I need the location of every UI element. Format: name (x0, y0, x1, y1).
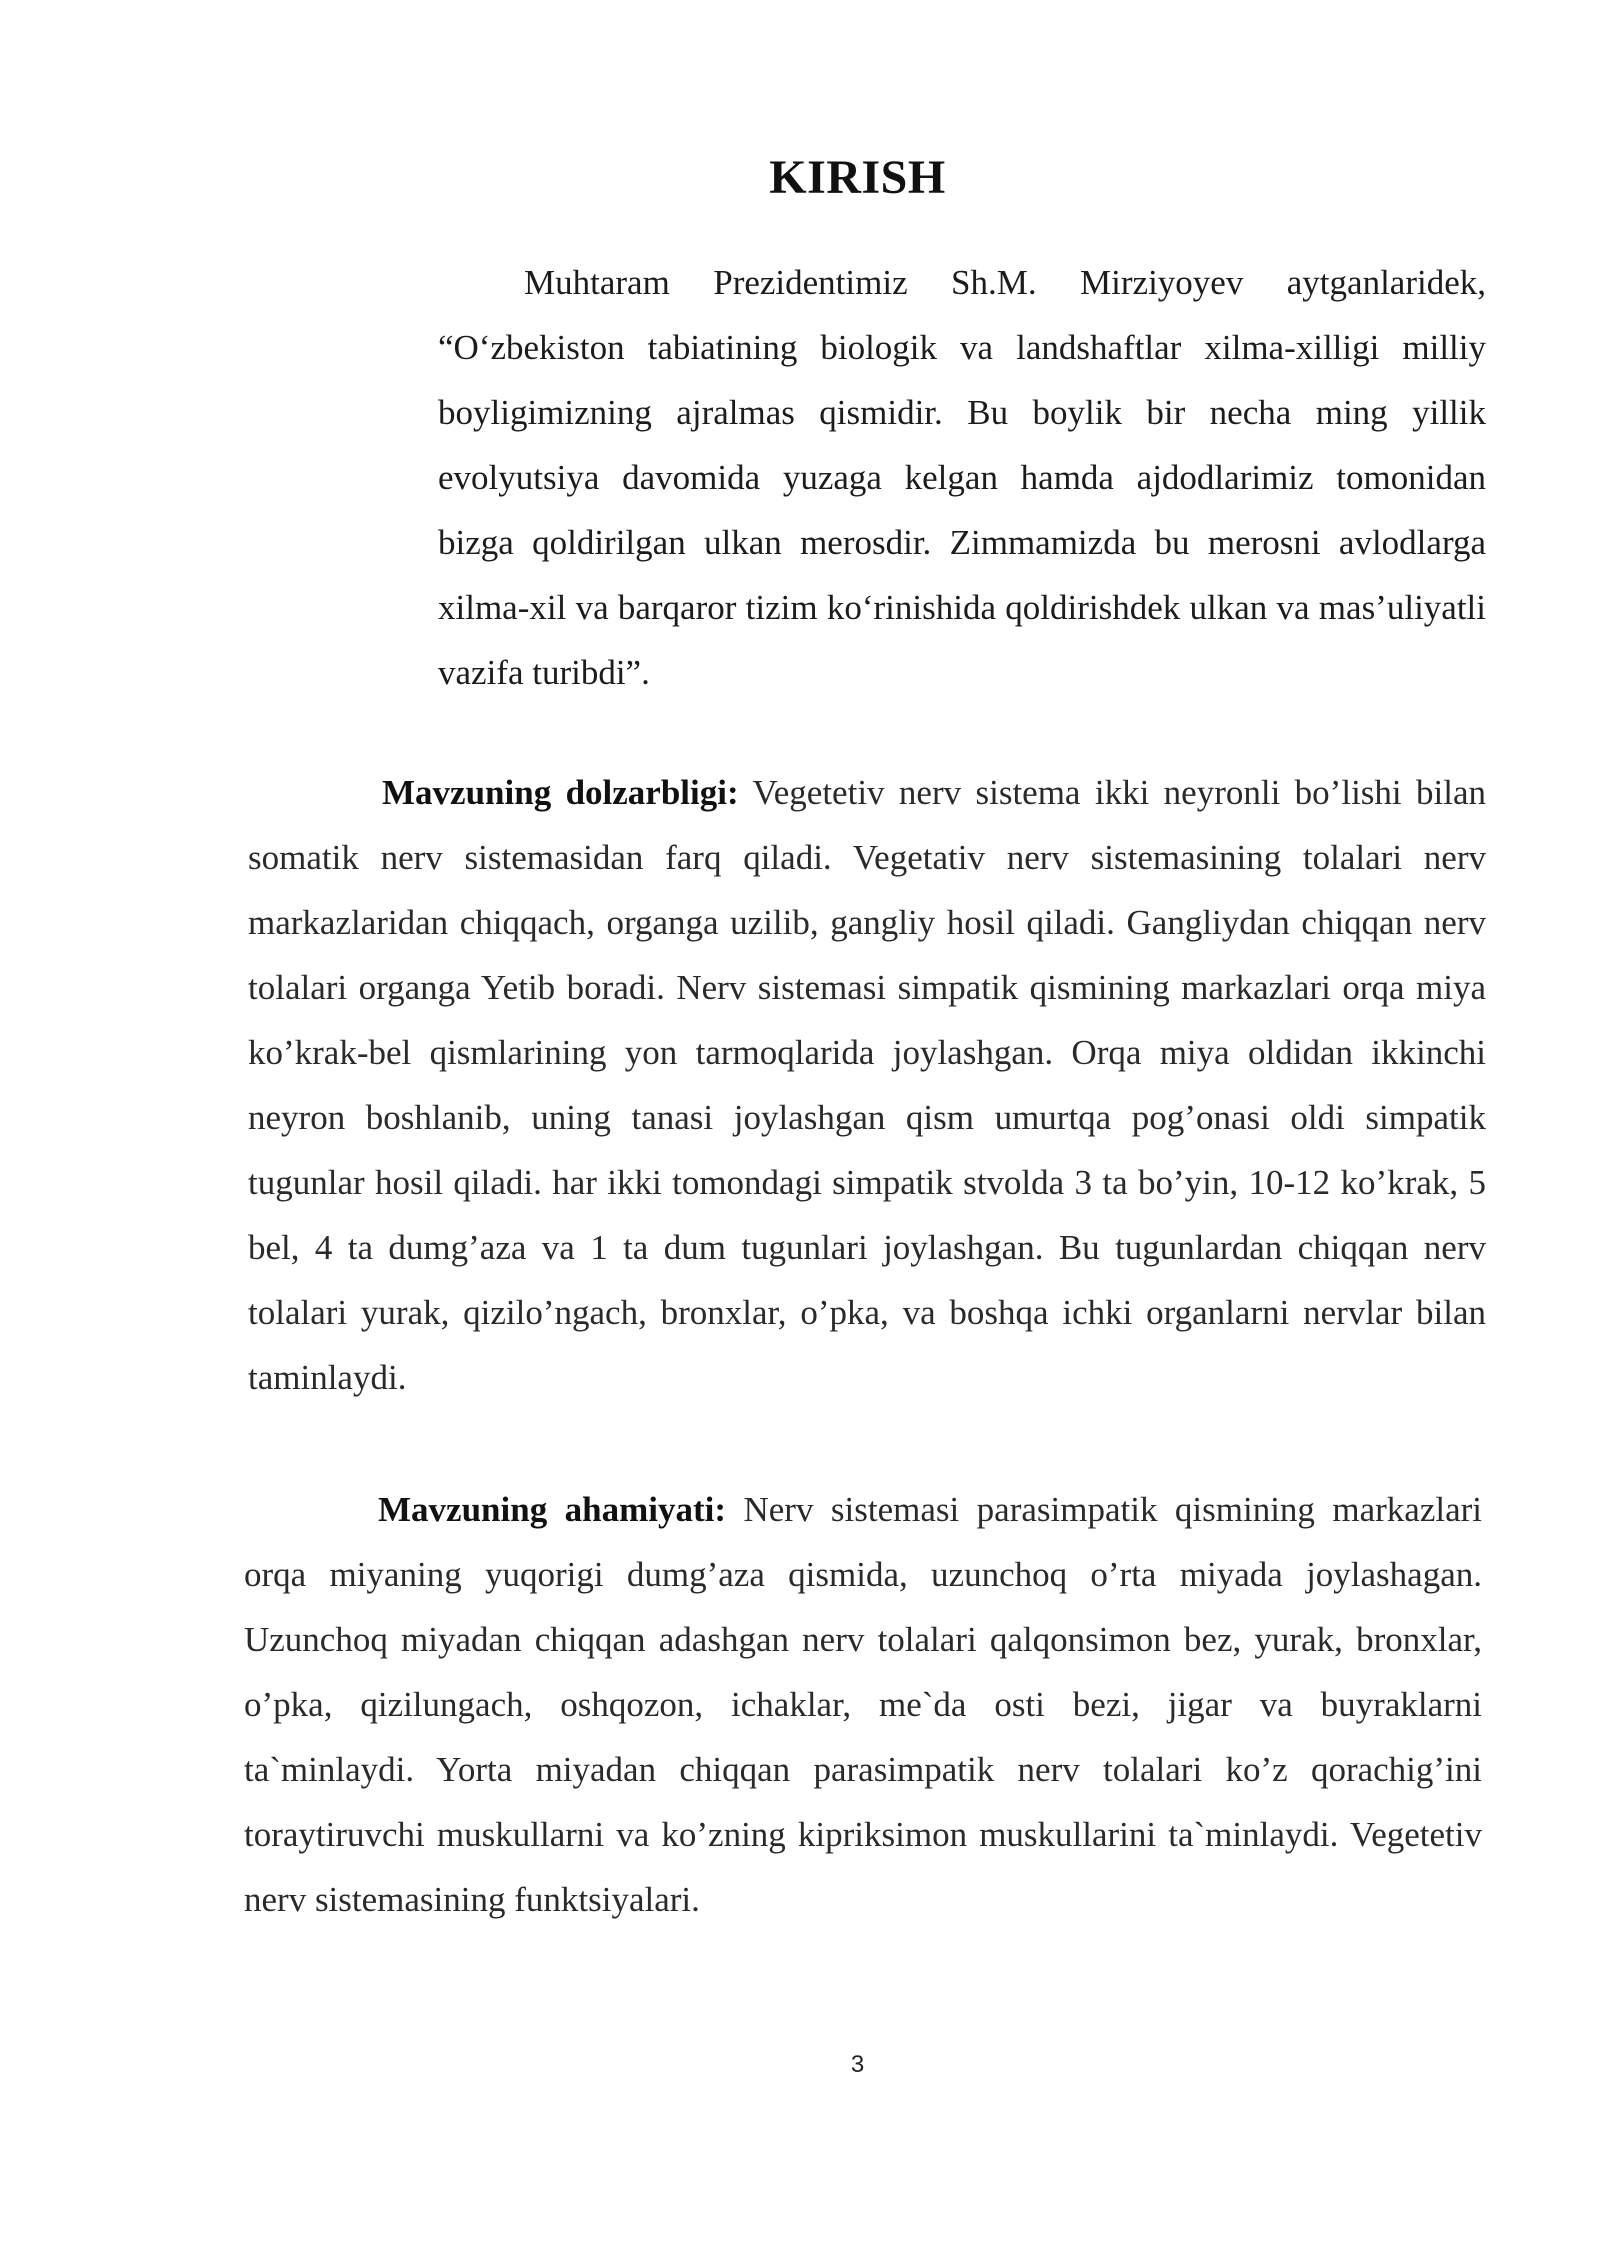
page-title: KIRISH (769, 151, 946, 204)
page-number: 3 (850, 2051, 865, 2078)
relevance-paragraph (248, 760, 1486, 1410)
intro-quote-paragraph: Muhtaram Prezidentimiz Sh.M. Mirziyoyev aytganlaridek, “O‘zbekiston tabiatining biologik va landshaftlar xilma-xilligi milliy boyligimizning ajralmas qismidir. Bu boylik bir necha ming yillik evolyutsiya davomida yuzaga kelgan hamda ajdodlarimiz tomonidan bizga qoldirilgan ulkan merosdir. Zimmamizda bu merosni avlodlarga xilma-xil va barqaror tizim ko‘rinishida qoldirishdek ulkan va mas’uliyatli vazifa turibdi”. (438, 263, 1486, 692)
relevance-text: Vegetetiv nerv sistema ikki neyronli bo’lishi bilan somatik nerv sistemasidan farq qiladi. Vegetativ nerv sistemasining tolalari nerv markazlaridan chiqqach, organga uzilib, gangliy hosil qiladi. Gangliydan chiqqan nerv tolalari organga Yetib boradi. Nerv sistemasi simpatik qismining markazlari orqa miya ko’krak-bel qismlarining yon tarmoqlarida joylashgan. Orqa miya oldidan ikkinchi neyron boshlanib, uning tanasi joylashgan qism umurtqa pog’onasi oldi simpatik tugunlar hosil qiladi. har ikki tomondagi simpatik stvolda 3 ta bo’yin, 10-12 ko’krak, 5 bel, 4 ta dumg’aza va 1 ta dum tugunlari joylashgan. Bu tugunlardan chiqqan nerv tolalari yurak, qizilo’ngach, bronxlar, o’pka, va boshqa ichki organlarni nervlar bilan taminlaydi. (248, 773, 1486, 1397)
importance-heading: Mavzuning ahamiyati: (378, 1490, 727, 1529)
relevance-heading: Mavzuning dolzarbligi: (382, 773, 739, 812)
importance-text: Nerv sistemasi parasimpatik qismining markazlari orqa miyaning yuqorigi dumg’aza qismida, uzunchoq o’rta miyada joylashagan. Uzunchoq miyadan chiqqan adashgan nerv tolalari qalqonsimon bez, yurak, bronxlar, o’pka, qizilungach, oshqozon, ichaklar, me`da osti bezi, jigar va buyraklarni ta`minlaydi. Yorta miyadan chiqqan parasimpatik nerv tolalari ko’z qorachig’ini toraytiruvchi muskullarni va ko’zning kipriksimon muskullarini ta`minlaydi. Vegetetiv nerv sistemasining funktsiyalari. (244, 1490, 1482, 1919)
importance-paragraph (244, 1477, 1482, 1932)
